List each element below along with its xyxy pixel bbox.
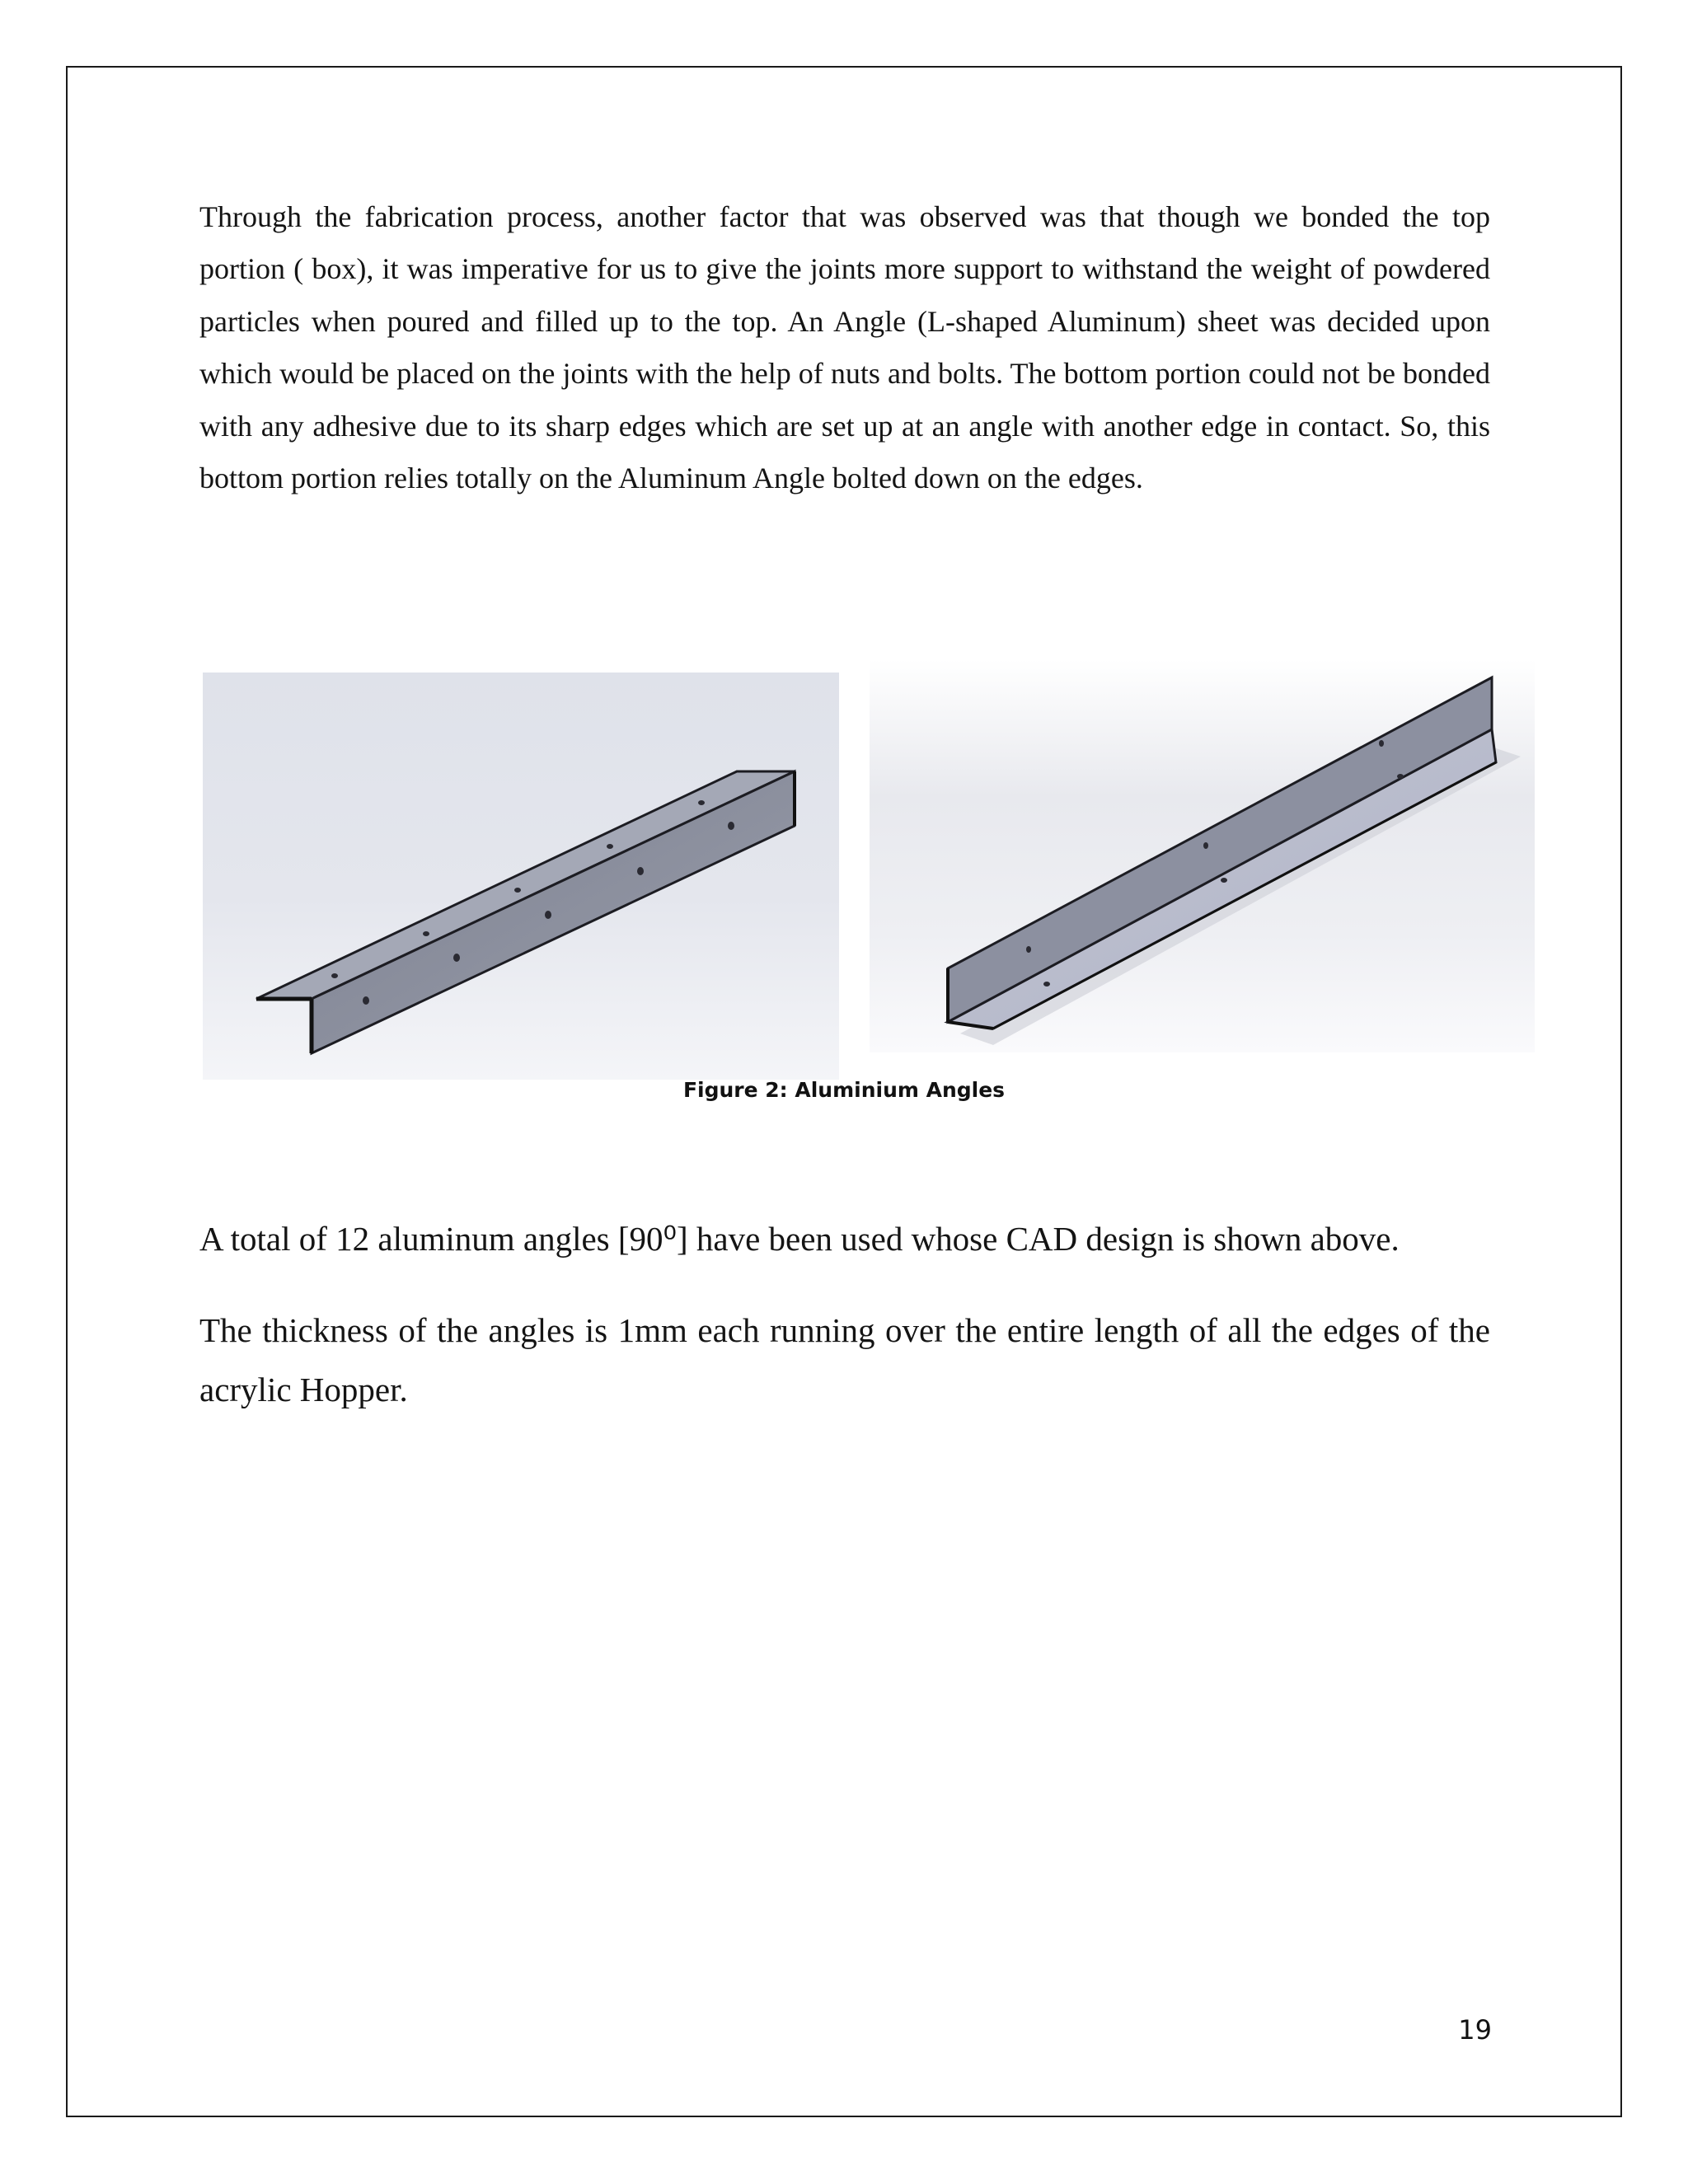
- body-paragraph-angles-count: A total of 12 aluminum angles [90⁰] have been used whose CAD design is shown above.: [199, 1220, 1400, 1258]
- figure-caption: Figure 2: Aluminium Angles: [682, 1078, 1006, 1102]
- body-paragraph-thickness: The thickness of the angles is 1mm each running over the entire length of all the edges of the acrylic Hopper.: [199, 1311, 1490, 1408]
- body-paragraph-fabrication: Through the fabrication process, another factor that was observed was that though we bonded the top portion ( box), it was imperative for us to give the joints more support to withstand the weight of powdered particles when poured and filled up to the top. An Angle (L-shaped Aluminum) sheet was decided upon which would be placed on the joints with the help of nuts and bolts. The bottom portion could not be bonded with any adhesive due to its sharp edges which are set up at an angle with another edge in contact. So, this bottom portion relies totally on the Aluminum Angle bolted down on the edges.: [199, 200, 1490, 495]
- page-number: 19: [1458, 2014, 1492, 2046]
- cad-render-angle-right: [870, 659, 1535, 1052]
- cad-render-angle-left: [203, 673, 839, 1080]
